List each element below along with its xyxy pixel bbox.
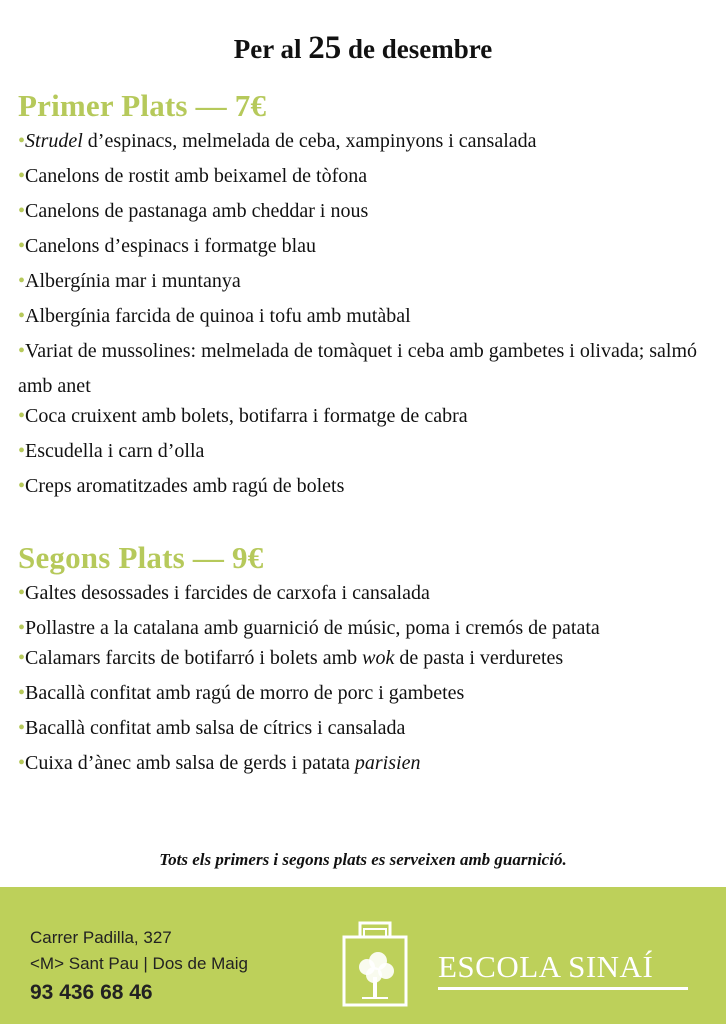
menu-item: •Variat de mussolines: melmelada de tomàquet i ceba amb gambetes i olivada; salmó amb anet	[18, 340, 698, 397]
menu-item: •Strudel d’espinacs, melmelada de ceba, xampinyons i cansalada	[18, 130, 537, 152]
menu-item: •Pollastre a la catalana amb guarnició de músic, poma i cremós de patata	[18, 617, 600, 639]
shopping-bag-tree-logo-icon	[340, 915, 410, 1010]
address-line: Carrer Padilla, 327	[30, 928, 172, 947]
section-primer-plats	[18, 88, 708, 510]
section-segons-plats	[18, 540, 708, 787]
menu-item: •Bacallà confitat amb ragú de morro de porc i gambetes	[18, 682, 465, 704]
garnish-note: Tots els primers i segons plats es serveixen amb guarnició.	[159, 850, 567, 869]
menu-item: •Canelons de pastanaga amb cheddar i nous	[18, 200, 369, 222]
address	[30, 925, 248, 977]
school-name: ESCOLA SINAÍ	[438, 949, 654, 984]
menu-item: •Cuixa d’ànec amb salsa de gerds i patata parisien	[18, 752, 421, 774]
menu-item: •Escudella i carn d’olla	[18, 440, 205, 462]
menu-item: •Calamars farcits de botifarró i bolets amb wok de pasta i verduretes	[18, 647, 564, 669]
menu-item: •Galtes desossades i farcides de carxofa i cansalada	[18, 582, 430, 604]
divider	[438, 987, 688, 990]
menu-item: •Albergínia farcida de quinoa i tofu amb mutàbal	[18, 305, 411, 327]
menu-item: •Albergínia mar i muntanya	[18, 270, 241, 292]
menu-item: •Canelons de rostit amb beixamel de tòfona	[18, 165, 368, 187]
menu-item: •Canelons d’espinacs i formatge blau	[18, 235, 317, 257]
page-title: Per al 25 de desembre	[233, 30, 493, 66]
menu-item: •Bacallà confitat amb salsa de cítrics i cansalada	[18, 717, 406, 739]
section-heading: Segons Plats — 9€	[18, 540, 264, 575]
footer	[0, 887, 726, 1024]
section-heading: Primer Plats — 7€	[18, 88, 267, 123]
address-line: <M> Sant Pau | Dos de Maig	[30, 954, 248, 973]
menu-item: •Coca cruixent amb bolets, botifarra i formatge de cabra	[18, 405, 468, 427]
menu-item: •Creps aromatitzades amb ragú de bolets	[18, 475, 345, 497]
phone-number: 93 436 68 46	[30, 981, 153, 1004]
